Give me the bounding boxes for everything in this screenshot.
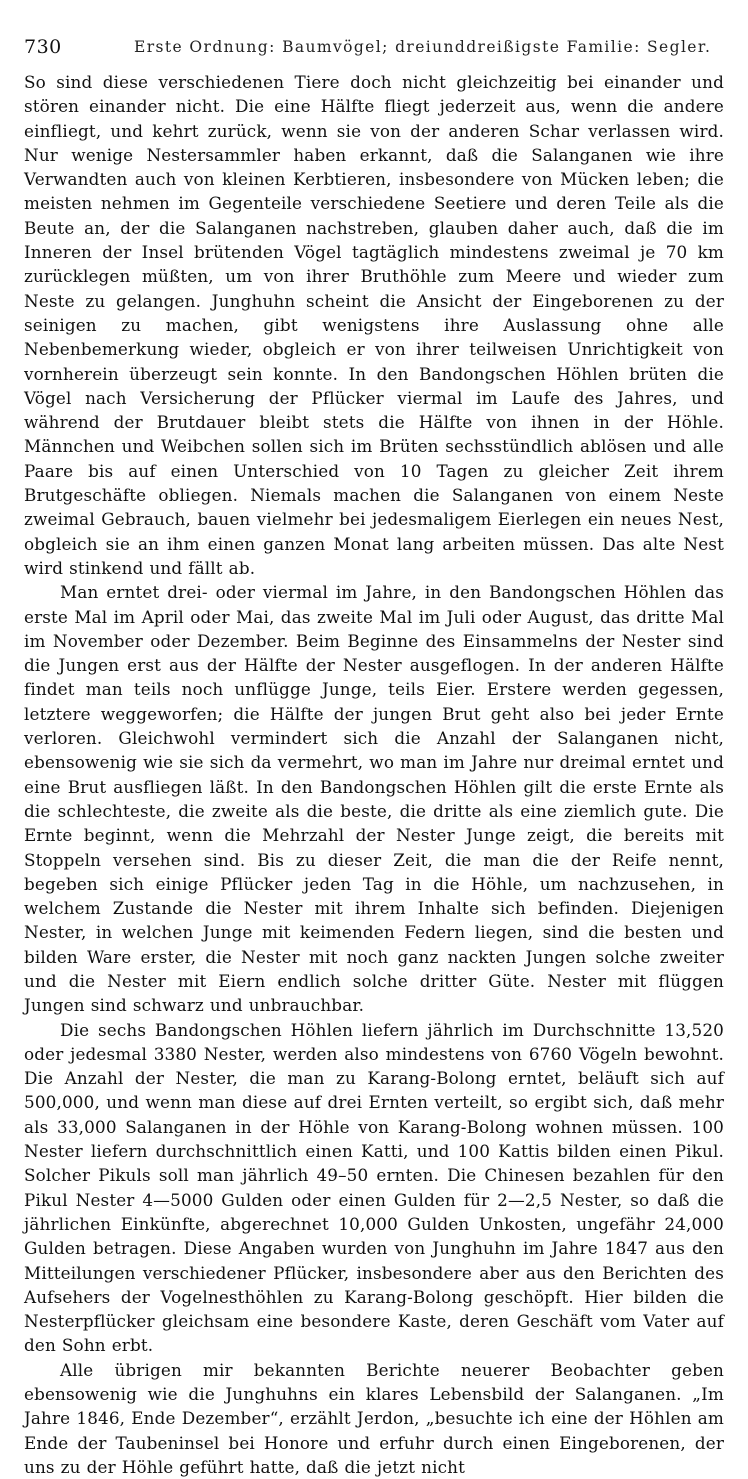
paragraph-2: Man erntet drei- oder viermal im Jahre, in den Bandongschen Höhlen das erste Mal im April oder Mai, das zweite Mal im Juli oder August, das dritte Mal im November oder Dezember. Beim Beginne des Einsammelns der Nester sind die Jungen erst aus der Hälfte der Nester ausgeflogen. In der anderen Hälfte findet man teils noch unflügge Junge, teils Eier. Erstere werden gegessen, letztere weggeworfen; die Hälfte der jungen Brut geht also bei jeder Ernte verloren. Gleichwohl vermindert sich die Anzahl der Salanganen nicht, ebensowenig wie sie sich da vermehrt, wo man im Jahre nur dreimal erntet und eine Brut ausfliegen läßt. In den Bandongschen Höhlen gilt die erste Ernte als die schlechteste, die zweite als die beste, die dritte als eine ziemlich gute. Die Ernte beginnt, wenn die Mehrzahl der Nester Junge zeigt, die bereits mit Stoppeln versehen sind. Bis zu dieser Zeit, die man die der Reife nennt, begeben sich einige Pflücker jeden Tag in die Höhle, um nachzusehen, in welchem Zustande die Nester mit ihrem Inhalte sich befinden. Diejenigen Nester, in welchen Junge mit keimenden Federn liegen, sind die besten und bilden Ware erster, die Nester mit noch ganz nackten Jungen solche zweiter und die Nester mit Eiern endlich solche dritter Güte. Nester mit flüggen Jungen sind schwarz und unbrauchbar. [24,582,724,1016]
paragraph-3: Die sechs Bandongschen Höhlen liefern jährlich im Durchschnitte 13,520 oder jedesmal 3380 Nester, werden also mindestens von 6760 Vögeln bewohnt. Die Anzahl der Nester, die man zu Karang-Bolong erntet, beläuft sich auf 500,000, und wenn man diese auf drei Ernten verteilt, so ergibt sich, daß mehr als 33,000 Salanganen in der Höhle von Karang-Bolong wohnen müssen. 100 Nester liefern durchschnittlich einen Katti, und 100 Kattis bilden einen Pikul. Solcher Pikuls soll man jährlich 49–50 ernten. Die Chinesen bezahlen für den Pikul Nester 4—5000 Gulden oder einen Gulden für 2—2,5 Nester, so daß die jährlichen Einkünfte, abgerechnet 10,000 Gulden Unkosten, ungefähr 24,000 Gulden betragen. Diese Angaben wurden von Junghuhn im Jahre 1847 aus den Mitteilungen verschiedener Pflücker, insbesondere aber aus den Berichten des Aufsehers der Vogelnesthöhlen zu Karang-Bolong geschöpft. Hier bilden die Nesterpflücker gleichsam eine besondere Kaste, deren Geschäft vom Vater auf den Sohn erbt. [24,1019,724,1356]
paragraph-1: So sind diese verschiedenen Tiere doch nicht gleichzeitig bei einander und stören einander nicht. Die eine Hälfte fliegt jederzeit aus, wenn die andere einfliegt, und kehrt zurück, wenn sie von der anderen Schar verlassen wird. Nur wenige Nestersammler haben erkannt, daß die Salanganen wie ihre Verwandten auch von kleinen Kerbtieren, insbesondere von Mücken leben; die meisten nehmen im Gegenteile verschiedene Seetiere und deren Teile als die Beute an, der die Salanganen nachstreben, glauben daher auch, daß die im Inneren der Insel brütenden Vögel tagtäglich mindestens zweimal je 70 km zurücklegen müßten, um von ihrer Bruthöhle zum Meere und wieder zum Neste zu gelangen. Junghuhn scheint die Ansicht der Eingeborenen zu der seinigen zu machen, gibt wenigstens ihre Auslassung ohne alle Nebenbemerkung wieder, obgleich er von ihrer teilweisen Unrichtigkeit von vornherein überzeugt sein konnte. In den Bandongschen Höhlen brüten die Vögel nach Versicherung der Pflücker viermal im Laufe des Jahres, und während der Brutdauer bleibt stets die Hälfte von ihnen in der Höhle. Männchen und Weibchen sollen sich im Brüten sechsstündlich ablösen und alle Paare bis auf einen Unterschied von 10 Tagen zu gleicher Zeit ihrem Brutgeschäfte obliegen. Niemals machen die Salanganen von einem Neste zweimal Gebrauch, bauen vielmehr bei jedesmaligem Eierlegen ein neues Nest, obgleich sie an ihm einen ganzen Monat lang arbeiten müssen. Das alte Nest wird stinkend und fällt ab. [24,72,724,578]
body-text [24,70,724,1479]
page-number: 730 [24,36,62,58]
running-head: Erste Ordnung: Baumvögel; dreiunddreißigste Familie: Segler. [134,38,712,56]
paragraph-4: Alle übrigen mir bekannten Berichte neuerer Beobachter geben ebensowenig wie die Junghuhns ein klares Lebensbild der Salanganen. „Im Jahre 1846, Ende Dezember“, erzählt Jerdon, „besuchte ich eine der Höhlen am Ende der Taubeninsel bei Honore und erfuhr durch einen Eingeborenen, der uns zu der Höhle geführt hatte, daß die jetzt nicht [24,1359,724,1477]
page-header [24,36,724,64]
